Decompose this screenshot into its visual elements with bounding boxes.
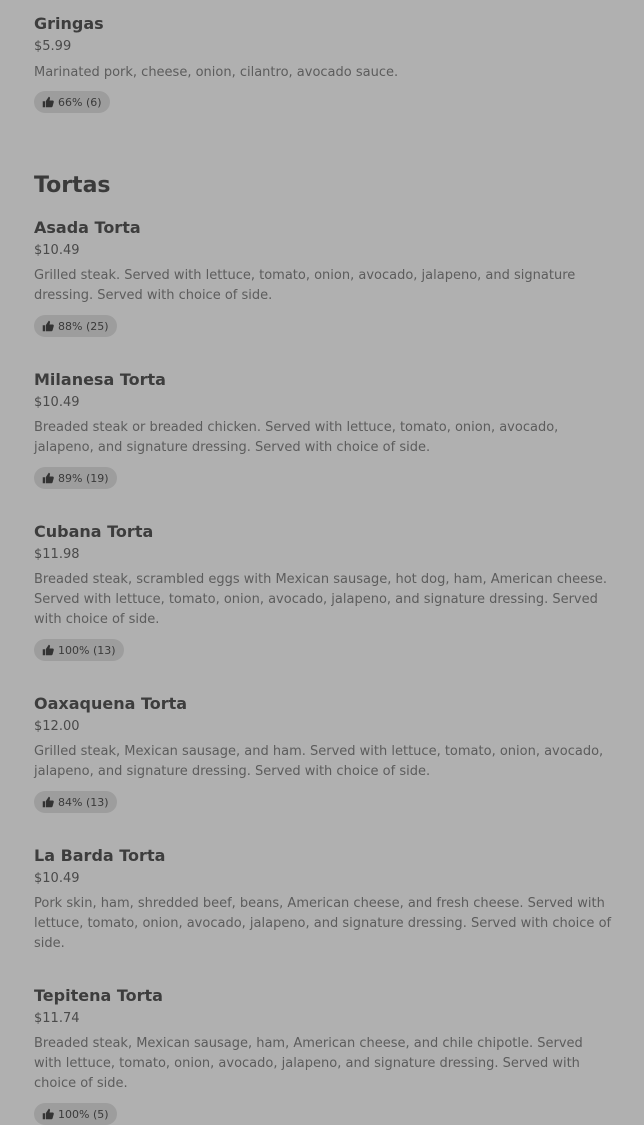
menu-item-description: Grilled steak. Served with lettuce, tomato, onion, avocado, jalapeno, and signature dressing. Served with choice of side. [34, 268, 576, 303]
rating-badge [34, 791, 117, 813]
thumbs-up-icon [42, 796, 54, 808]
menu-item-price: $10.49 [34, 871, 80, 886]
menu-item[interactable] [34, 986, 614, 1120]
menu-item-price: $10.49 [34, 243, 80, 258]
menu-item-description: Breaded steak, scrambled eggs with Mexican sausage, hot dog, ham, American cheese. Served with lettuce, tomato, onion, avocado, jalapeno, and signature dressing. Served with choice of side. [34, 572, 608, 627]
rating-text: 100% (5) [58, 1107, 109, 1121]
section-title-tortas: Tortas [34, 173, 111, 198]
menu-item-name: Tepitena Torta [34, 986, 163, 1005]
rating-text: 84% (13) [58, 795, 109, 809]
menu-item-name: Oaxaquena Torta [34, 694, 188, 713]
menu-item-gringas[interactable] [34, 14, 614, 114]
thumbs-up-icon [42, 1108, 54, 1120]
rating-badge [34, 639, 124, 661]
thumbs-up-icon [42, 320, 54, 332]
menu-item-name: Gringas [34, 14, 104, 33]
menu-item-price: $10.49 [34, 395, 80, 410]
rating-badge [34, 1103, 117, 1125]
menu-item-price: $12.00 [34, 719, 80, 734]
rating-badge [34, 91, 110, 113]
menu-item[interactable] [34, 522, 614, 664]
menu-item-description: Marinated pork, cheese, onion, cilantro, avocado sauce. [34, 65, 399, 80]
menu-item-price: $11.98 [34, 547, 80, 562]
menu-item[interactable] [34, 370, 614, 492]
menu-item-description: Breaded steak, Mexican sausage, ham, American cheese, and chile chipotle. Served with lettuce, tomato, onion, avocado, jalapeno, and signature dressing. Served with choice of side. [34, 1036, 583, 1091]
rating-badge [34, 315, 117, 337]
menu-item-description: Breaded steak or breaded chicken. Served with lettuce, tomato, onion, avocado, jalapeno, and signature dressing. Served with choice of side. [34, 420, 559, 455]
menu-item-description: Pork skin, ham, shredded beef, beans, American cheese, and fresh cheese. Served with lettuce, tomato, onion, avocado, jalapeno, and signature dressing. Served with choice of side. [34, 896, 612, 951]
rating-badge [34, 467, 117, 489]
thumbs-up-icon [42, 96, 54, 108]
menu-item-description: Grilled steak, Mexican sausage, and ham. Served with lettuce, tomato, onion, avocado, jalapeno, and signature dressing. Served with choice of side. [34, 744, 604, 779]
menu-item-name: Milanesa Torta [34, 370, 166, 389]
thumbs-up-icon [42, 644, 54, 656]
rating-text: 88% (25) [58, 319, 109, 333]
menu-item[interactable] [34, 694, 614, 816]
menu-item-price: $5.99 [34, 39, 72, 54]
menu-item-price: $11.74 [34, 1011, 80, 1026]
menu-item[interactable] [34, 218, 614, 340]
menu-item-name: Asada Torta [34, 218, 141, 237]
menu-item-name: La Barda Torta [34, 846, 166, 865]
menu-item-name: Cubana Torta [34, 522, 154, 541]
rating-text: 89% (19) [58, 471, 109, 485]
thumbs-up-icon [42, 472, 54, 484]
rating-text: 66% (6) [58, 95, 102, 109]
menu-item[interactable] [34, 846, 614, 958]
rating-text: 100% (13) [58, 643, 116, 657]
